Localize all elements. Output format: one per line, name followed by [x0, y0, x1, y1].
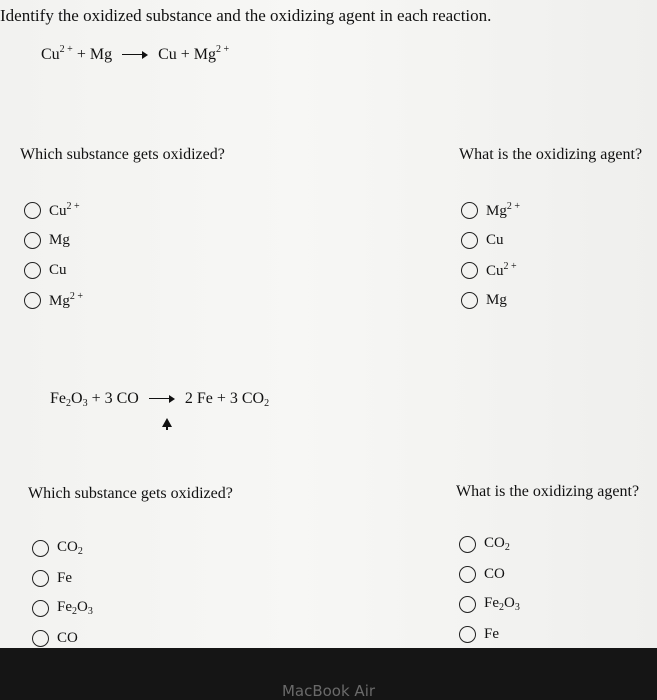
reaction-2-agent-option[interactable] — [459, 533, 510, 555]
reaction-1-oxidized-option-label: Cu — [49, 261, 67, 278]
reaction-1-reactant-mg: + Mg — [72, 46, 113, 63]
radio-button-icon[interactable] — [24, 202, 41, 219]
mouse-pointer-icon — [162, 418, 172, 427]
radio-button-icon[interactable] — [459, 626, 476, 643]
reaction-2-oxidized-option-label: Fe — [57, 569, 72, 586]
reaction-2-agent-option-label: $CO_2$ — [484, 535, 510, 553]
reaction-1-question-oxidized: Which substance gets oxidized? — [20, 146, 225, 163]
reaction-2-agent-option-label: $Fe_2O_3$ — [484, 595, 520, 613]
radio-button-icon[interactable] — [459, 566, 476, 583]
radio-button-icon[interactable] — [32, 600, 49, 617]
reaction-1-question-agent: What is the oxidizing agent? — [459, 146, 643, 163]
reaction-2-oxidized-option-label: $CO_2$ — [57, 539, 83, 557]
reaction-1-products: Cu + Mg — [158, 46, 216, 63]
radio-button-icon[interactable] — [32, 540, 49, 557]
device-brand-label: MacBook Air — [281, 682, 376, 700]
reaction-2-oxidized-option-label: CO — [57, 629, 78, 646]
reaction-1-equation — [41, 44, 229, 64]
reaction-1-agent-option[interactable] — [461, 289, 507, 311]
reaction-1-agent-option[interactable] — [461, 259, 517, 281]
reaction-2-oxidized-option[interactable] — [32, 597, 93, 619]
reaction-2-reactants: $Fe_2O_3 + 3$ CO — [50, 390, 139, 409]
reaction-1-agent-option-label: $Cu^{2 +}$ — [486, 260, 517, 279]
reaction-1-oxidized-option-label: $Mg^{2 +}$ — [49, 290, 83, 309]
radio-button-icon[interactable] — [461, 262, 478, 279]
reaction-1-agent-option-label: $Mg^{2 +}$ — [486, 200, 520, 219]
reaction-1-product-charge: 2 + — [215, 44, 230, 55]
reaction-2-agent-option[interactable] — [459, 593, 520, 615]
reaction-1-agent-option[interactable] — [461, 199, 520, 221]
radio-button-icon[interactable] — [461, 202, 478, 219]
reaction-2-agent-option-label: Fe — [484, 625, 499, 642]
reaction-2-agent-option-label: CO — [484, 565, 505, 582]
reaction-1-oxidized-option[interactable] — [24, 229, 70, 251]
reaction-2-oxidized-option[interactable] — [32, 567, 72, 589]
radio-button-icon[interactable] — [461, 292, 478, 309]
reaction-2-oxidized-option-label: $Fe_2O_3$ — [57, 599, 93, 617]
reaction-1-agent-option[interactable] — [461, 229, 504, 251]
radio-button-icon[interactable] — [459, 536, 476, 553]
reaction-2-agent-option[interactable] — [459, 563, 505, 585]
reaction-1-agent-option-label: Mg — [486, 291, 507, 308]
reaction-2-oxidized-option[interactable] — [32, 537, 83, 559]
reaction-2-question-agent: What is the oxidizing agent? — [456, 483, 640, 500]
reaction-arrow-icon — [122, 50, 148, 60]
reaction-2-oxidized-option[interactable] — [32, 627, 78, 649]
reaction-1-oxidized-option-label: Mg — [49, 231, 70, 248]
reaction-1-oxidized-option[interactable] — [24, 289, 83, 311]
reaction-2-question-oxidized: Which substance gets oxidized? — [28, 485, 233, 502]
reaction-2-products: 2 Fe + 3 $CO_2$ — [184, 390, 270, 409]
reaction-arrow-icon — [149, 394, 175, 404]
radio-button-icon[interactable] — [24, 232, 41, 249]
page-heading: Identify the oxidized substance and the oxidizing agent in each reaction. — [0, 6, 492, 25]
reaction-1-oxidized-option[interactable] — [24, 199, 80, 221]
radio-button-icon[interactable] — [459, 596, 476, 613]
reaction-1-agent-option-label: Cu — [486, 231, 504, 248]
radio-button-icon[interactable] — [32, 630, 49, 647]
radio-button-icon[interactable] — [24, 262, 41, 279]
reaction-1-oxidized-option[interactable] — [24, 259, 67, 281]
radio-button-icon[interactable] — [461, 232, 478, 249]
reaction-1-reactant-cu: $Cu^{2 +}$ — [41, 44, 73, 63]
reaction-2-equation — [50, 390, 269, 409]
radio-button-icon[interactable] — [24, 292, 41, 309]
reaction-1-oxidized-option-label: $Cu^{2 +}$ — [49, 200, 80, 219]
radio-button-icon[interactable] — [32, 570, 49, 587]
reaction-2-agent-option[interactable] — [459, 623, 499, 645]
